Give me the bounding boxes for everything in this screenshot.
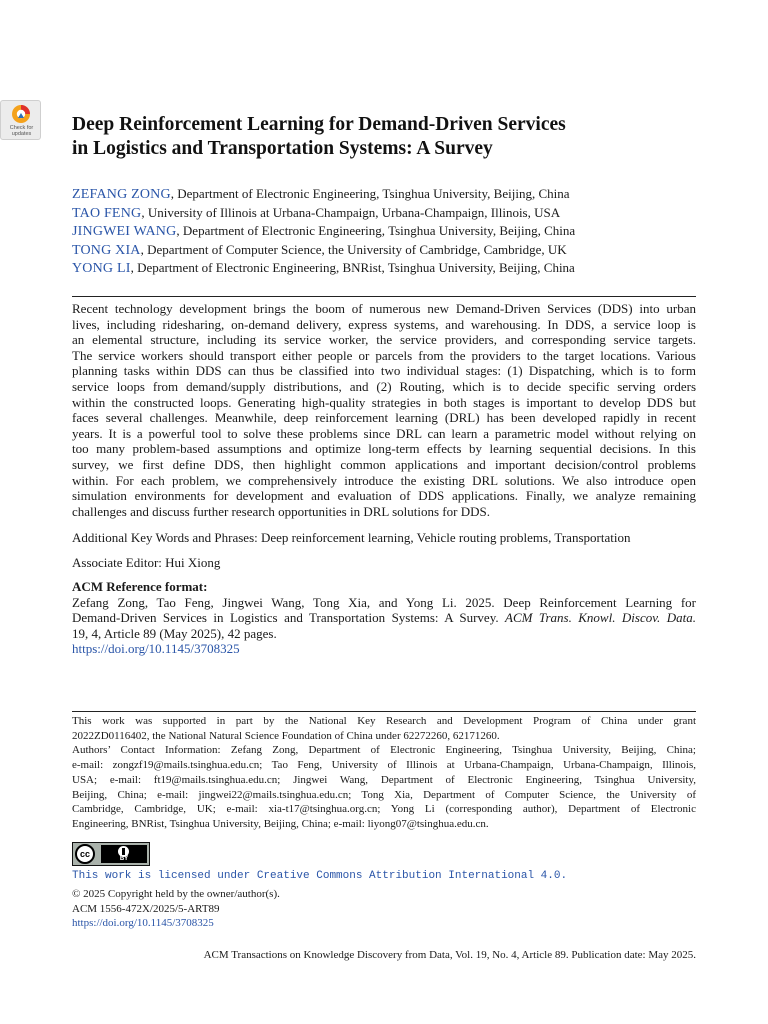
footnote-line: This work was supported in part by the National Key Research and Development Program of China under grant bbox=[72, 715, 696, 727]
cc-by-license-badge[interactable] bbox=[72, 842, 150, 866]
abstract-line: survey, we first define DDS, then highlight common applications and important decision/control problems bbox=[72, 456, 696, 472]
footnote-line: Engineering, BNRist, Tsinghua University, Beijing, China; e-mail: liyong07@tsinghua.edu.cn. bbox=[72, 817, 489, 830]
reference-line bbox=[72, 610, 696, 626]
author-list bbox=[72, 185, 702, 278]
footnote-line: Authors’ Contact Information: Zefang Zong, Department of Electronic Engineering, Tsinghua University, Beijing, China; bbox=[72, 744, 696, 757]
author-name[interactable]: YONG LI bbox=[72, 261, 131, 276]
reference-line: Zefang Zong, Tao Feng, Jingwei Wang, Tong Xia, and Yong Li. 2025. Deep Reinforcement Learning for bbox=[72, 594, 696, 610]
abstract-line: years. It is a powerful tool to solve these problems since DRL can learn a parametric model without relying on bbox=[72, 425, 696, 441]
check-for-updates-badge[interactable] bbox=[0, 100, 41, 140]
author-entry bbox=[72, 204, 702, 223]
abstract-line: lives, including ridesharing, on-demand delivery, express systems, and warehousing. In DDS, a service loop is bbox=[72, 316, 696, 332]
associate-editor: Associate Editor: Hui Xiong bbox=[72, 555, 221, 570]
journal-abbrev: ACM Trans. Knowl. Discov. Data. bbox=[505, 610, 696, 626]
abstract-line: simulation environments for development and evaluation of DDS applications. Finally, we analyze remaining bbox=[72, 488, 696, 504]
license-link[interactable]: This work is licensed under Creative Commons Attribution International 4.0. bbox=[72, 870, 568, 882]
title-line: in Logistics and Transportation Systems: A Survey bbox=[72, 138, 493, 159]
author-affiliation: , Department of Computer Science, the University of Cambridge, Cambridge, UK bbox=[140, 241, 567, 257]
abstract-line: The service workers should transport either people or parcels from the providers to the target locations. Various bbox=[72, 347, 696, 363]
paper-title bbox=[72, 113, 712, 161]
reference-line: 19, 4, Article 89 (May 2025), 42 pages. bbox=[72, 625, 277, 641]
reference-text: Demand-Driven Services in Logistics and Transportation Systems: A Survey. bbox=[72, 610, 506, 626]
abstract-line: challenges and discuss further research opportunities in DRL solutions for DDS. bbox=[72, 503, 490, 519]
author-entry bbox=[72, 185, 702, 204]
abstract-line: service loops from demand/supply distributions, and (2) Routing, which is to decide specific serving orders bbox=[72, 378, 696, 394]
footnote-line: USA; e-mail: ft19@mails.tsinghua.edu.cn; Jingwei Wang, Department of Electronic Engineering, Tsinghua University, bbox=[72, 773, 696, 786]
author-affiliation: , Department of Electronic Engineering, BNRist, Tsinghua University, Beijing, China bbox=[130, 260, 575, 275]
abstract-top-rule bbox=[72, 296, 696, 297]
author-name[interactable]: TAO FENG bbox=[72, 205, 142, 221]
badge-label-line2: updates bbox=[11, 131, 32, 137]
abstract-line: an elemental structure, including its service worker, the service providers, and corresponding service targets. bbox=[72, 332, 696, 348]
copyright-line: © 2025 Copyright held by the owner/author(s). bbox=[72, 888, 280, 900]
by-attribution-icon bbox=[101, 845, 147, 863]
abstract bbox=[72, 301, 696, 519]
footnote-line: e-mail: zongzf19@mails.tsinghua.edu.cn; Tao Feng, University of Illinois at Urbana-Champaign, Urbana-Champaign, Illinois, bbox=[72, 759, 696, 772]
author-entry bbox=[72, 259, 702, 278]
by-label: BY bbox=[119, 856, 129, 862]
footnote-rule bbox=[72, 711, 696, 712]
abstract-line: planning tasks within DDS can thus be classified into two individual stages: (1) Dispatching, which is to form bbox=[72, 363, 696, 379]
reference-heading: ACM Reference format: bbox=[72, 579, 208, 594]
acm-article-id: ACM 1556-472X/2025/5-ART89 bbox=[72, 902, 220, 915]
cc-icon: cc bbox=[75, 844, 95, 864]
author-affiliation: , Department of Electronic Engineering, Tsinghua University, Beijing, China bbox=[170, 186, 570, 201]
abstract-line: too many problem-based assumptions and optimize long-term effects by learning sequential decisions. In this bbox=[72, 441, 696, 457]
author-affiliation: , Department of Electronic Engineering, Tsinghua University, Beijing, China bbox=[176, 223, 576, 238]
footnote-line: 2022ZD0116402, the National Natural Science Foundation of China under 62272260, 62171260. bbox=[72, 729, 500, 742]
abstract-line: Recent technology development brings the boom of numerous new Demand-Driven Services (DDS) into urban bbox=[72, 301, 696, 316]
author-name[interactable]: ZEFANG ZONG bbox=[72, 187, 171, 202]
copyright-doi-link[interactable]: https://doi.org/10.1145/3708325 bbox=[72, 917, 214, 929]
footnote-line: Beijing, China; e-mail: jingwei22@mails.tsinghua.edu.cn; Tong Xia, Department of Computer Science, the University of bbox=[72, 788, 696, 801]
abstract-line: faces several challenges. Meanwhile, deep reinforcement learning (DRL) has been developed rapidly in recent bbox=[72, 410, 696, 426]
reference-doi-link[interactable]: https://doi.org/10.1145/3708325 bbox=[72, 641, 240, 657]
author-entry bbox=[72, 222, 702, 241]
author-entry bbox=[72, 241, 702, 260]
footnotes bbox=[72, 714, 696, 832]
acm-reference bbox=[72, 579, 696, 657]
keywords: Additional Key Words and Phrases: Deep reinforcement learning, Vehicle routing problems, Transportation bbox=[72, 530, 631, 545]
footnote-line: Cambridge, Cambridge, UK; e-mail: xia-t17@tsinghua.org.cn; Yong Li (corresponding author), Department of Electronic bbox=[72, 803, 696, 816]
journal-footer: ACM Transactions on Knowledge Discovery from Data, Vol. 19, No. 4, Article 89. Publication date: May 2025. bbox=[203, 949, 696, 961]
author-affiliation: , University of Illinois at Urbana-Champaign, Urbana-Champaign, Illinois, USA bbox=[141, 204, 561, 220]
author-name[interactable]: JINGWEI WANG bbox=[72, 224, 177, 239]
badge-label-line1: Check for bbox=[9, 125, 34, 131]
check-for-updates-icon bbox=[11, 104, 31, 124]
author-name[interactable]: TONG XIA bbox=[72, 242, 141, 258]
title-line: Deep Reinforcement Learning for Demand-Driven Services bbox=[72, 114, 566, 135]
abstract-line: within the constructed loops. Generating high-quality strategies in both stages is important to develop DDS but bbox=[72, 394, 696, 410]
copyright-block bbox=[72, 887, 280, 931]
abstract-line: within. For each problem, we comprehensively introduce the existing DRL solutions. We also introduce open bbox=[72, 472, 696, 488]
